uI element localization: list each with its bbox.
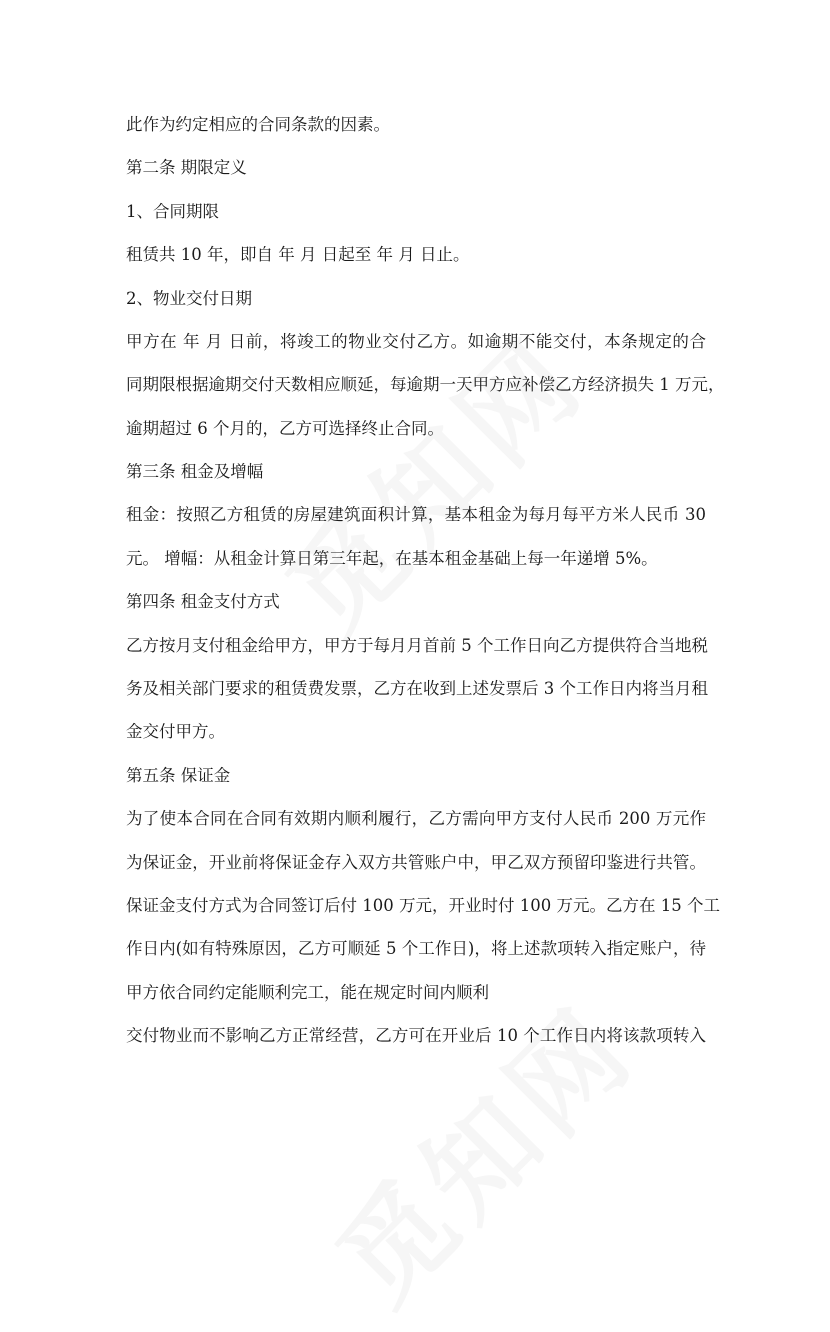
watermark bbox=[297, 966, 663, 1332]
body-text-line: 为了使本合同在合同有效期内顺利履行，乙方需向甲方支付人民币 200 万元作 bbox=[126, 809, 706, 828]
body-text-line: 此作为约定相应的合同条款的因素。 bbox=[126, 115, 390, 134]
section-heading: 第二条 期限定义 bbox=[126, 158, 247, 177]
body-text-line: 务及相关部门要求的租赁费发票，乙方在收到上述发票后 3 个工作日内将当月租 bbox=[126, 679, 708, 698]
body-text-line: 乙方按月支付租金给甲方，甲方于每月月首前 5 个工作日向乙方提供符合当地税 bbox=[126, 636, 708, 655]
body-text-line: 逾期超过 6 个月的，乙方可选择终止合同。 bbox=[126, 419, 444, 438]
body-text-line: 同期限根据逾期交付天数相应顺延，每逾期一天甲方应补偿乙方经济损失 1 万元， bbox=[126, 375, 725, 394]
body-text-line: 租赁共 10 年，即自 年 月 日起至 年 月 日止。 bbox=[126, 245, 470, 264]
body-text-line: 作日内(如有特殊原因，乙方可顺延 5 个工作日)，将上述款项转入指定账户，待 bbox=[126, 939, 706, 958]
section-heading: 第四条 租金支付方式 bbox=[126, 592, 280, 611]
subsection-heading: 2、物业交付日期 bbox=[126, 289, 252, 308]
body-text-line: 交付物业而不影响乙方正常经营，乙方可在开业后 10 个工作日内将该款项转入 bbox=[126, 1026, 706, 1045]
body-text-line: 租金：按照乙方租赁的房屋建筑面积计算，基本租金为每月每平方米人民币 30 bbox=[126, 505, 706, 524]
section-heading: 第三条 租金及增幅 bbox=[126, 462, 264, 481]
body-text-line: 金交付甲方。 bbox=[126, 722, 225, 741]
body-text-line: 甲方在 年 月 日前，将竣工的物业交付乙方。如逾期不能交付，本条规定的合 bbox=[126, 332, 706, 351]
subsection-heading: 1、合同期限 bbox=[126, 202, 219, 221]
body-text-line: 甲方依合同约定能顺利完工，能在规定时间内顺利 bbox=[126, 983, 489, 1002]
body-text-line: 保证金支付方式为合同签订后付 100 万元，开业时付 100 万元。乙方在 15 个工 bbox=[126, 896, 720, 915]
body-text-line: 元。 增幅：从租金计算日第三年起，在基本租金基础上每一年递增 5%。 bbox=[126, 549, 658, 568]
body-text-line: 为保证金，开业前将保证金存入双方共管账户中，甲乙双方预留印鉴进行共管。 bbox=[126, 853, 706, 872]
section-heading: 第五条 保证金 bbox=[126, 766, 231, 785]
